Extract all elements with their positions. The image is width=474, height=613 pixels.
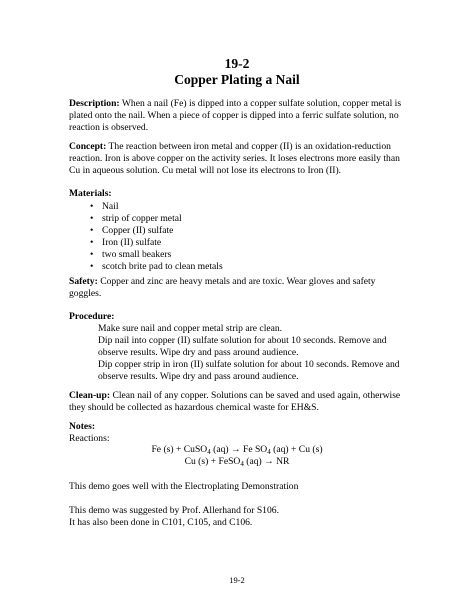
bullet-icon: • <box>90 237 94 248</box>
materials-list <box>90 201 223 273</box>
materials-label: Materials: <box>69 188 112 199</box>
cleanup-text: Clean nail of any copper. Solutions can be saved and used again, otherwise they should be collected as hazardous chemical waste for EH&S. <box>69 390 401 413</box>
bullet-icon: • <box>90 213 94 224</box>
list-item: • scotch brite pad to clean metals <box>90 261 223 272</box>
description-text: When a nail (Fe) is dipped into a copper sulfate solution, copper metal is plated onto the nail. When a piece of copper is dipped into a ferric sulfate solution, no reaction is observed. <box>69 98 402 133</box>
bullet-icon: • <box>90 249 94 260</box>
suggested-note: This demo was suggested by Prof. Allerhand for S106. <box>69 505 279 516</box>
procedure-label: Procedure: <box>69 311 115 322</box>
reaction-equation: Cu (s) + FeSO$_4$ (aq) → NR <box>184 456 290 468</box>
bullet-icon: • <box>90 261 94 272</box>
procedure-step: Dip copper strip in iron (II) sulfate solution for about 10 seconds. Remove and observe results. Wipe dry and pass around audience. <box>98 359 400 382</box>
list-item: • two small beakers <box>90 249 172 260</box>
description-label: Description: <box>69 98 120 109</box>
list-item: • strip of copper metal <box>90 213 182 224</box>
concept-section <box>69 141 409 177</box>
demo-note: This demo goes well with the Electroplating Demonstration <box>69 481 299 492</box>
bullet-icon: • <box>90 201 94 212</box>
demo-number: 19-2 <box>224 56 250 71</box>
description-section <box>69 98 409 134</box>
procedure-step: Make sure nail and copper metal strip are clean. <box>98 323 283 334</box>
procedure-step: Dip nail into copper (II) sulfate solution for about 10 seconds. Remove and observe results. Wipe dry and pass around audience. <box>98 335 387 358</box>
done-in-note: It has also been done in C101, C105, and C106. <box>69 517 253 528</box>
safety-label: Safety: <box>69 276 98 287</box>
concept-label: Concept: <box>69 141 107 152</box>
concept-text: The reaction between iron metal and copper (II) is an oxidation-reduction reaction. Iron is above copper on the activity series. It loses electrons more easily than Cu in aqueous solution. Cu metal will not lose its electrons to Iron (II). <box>69 141 400 176</box>
bullet-icon: • <box>90 225 94 236</box>
cleanup-section <box>69 390 409 414</box>
reactions-label: Reactions: <box>69 433 110 444</box>
list-item: • Copper (II) sulfate <box>90 225 174 236</box>
page-number: 19-2 <box>229 575 245 585</box>
safety-text: Copper and zinc are heavy metals and are toxic. Wear gloves and safety goggles. <box>69 276 376 299</box>
list-item: • Nail <box>90 201 119 212</box>
notes-label: Notes: <box>69 421 96 432</box>
page-title: Copper Plating a Nail <box>174 72 300 87</box>
list-item: • Iron (II) sulfate <box>90 237 162 248</box>
reaction-equation: Fe (s) + CuSO$_4$ (aq) → Fe $SO_4$ (aq) + Cu (s) <box>151 444 323 456</box>
cleanup-label: Clean-up: <box>69 390 111 401</box>
safety-section <box>69 276 409 300</box>
